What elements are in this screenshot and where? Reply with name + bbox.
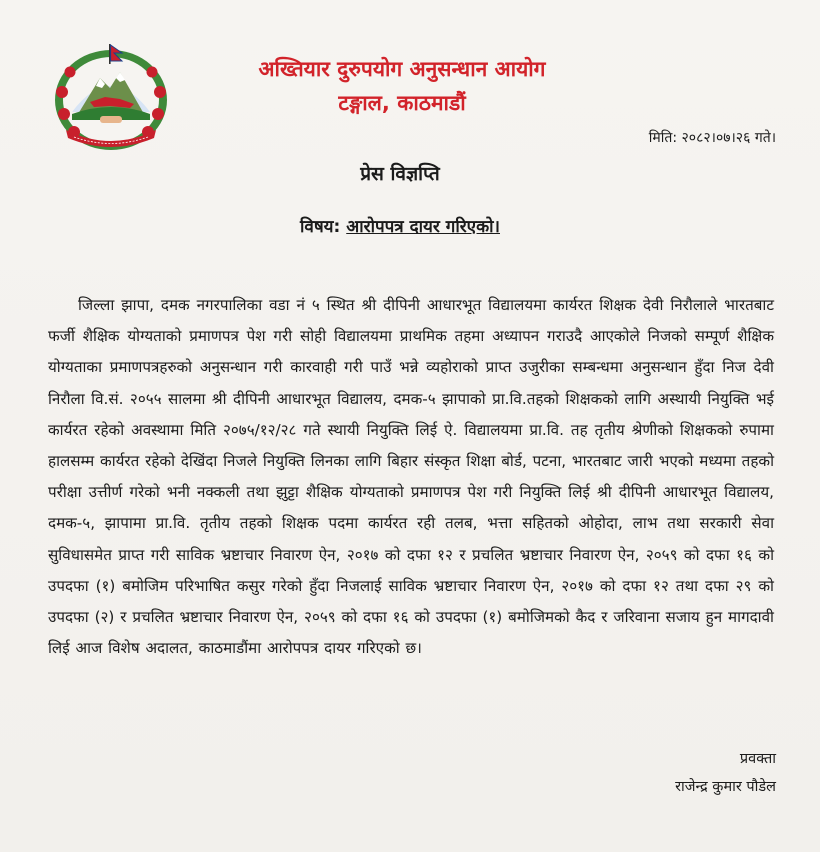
nepal-emblem-icon	[50, 42, 172, 154]
document-title: प्रेस विज्ञप्ति	[360, 163, 440, 185]
press-release-body: जिल्ला झापा, दमक नगरपालिका वडा नं ५ स्थित श्री दीपिनी आधारभूत विद्यालयमा कार्यरत शिक्षक देवी निरौलाले भारतबाट फर्जी शैक्षिक योग्यताको प्रमाणपत्र पेश गरी सोही विद्यालयमा प्राथमिक तहमा अध्यापन गराउदै आएकोले निजको सम्पूर्ण शैक्षिक योग्यताका प्रमाणपत्रहरुको अनुसन्धान गरी कारवाही गरी पाउँ भन्ने व्यहोराको प्राप्त उजुरीका सम्बन्धमा अनुसन्धान हुँदा निज देवी निरौला वि.सं. २०५५ सालमा श्री दीपिनी आधारभूत विद्यालय, दमक-५ झापाको प्रा.वि.तहको शिक्षकको लागि अस्थायी नियुक्ति भई कार्यरत रहेको अवस्थामा मिति २०७५/१२/२८ गते स्थायी नियुक्ति लिई ऐ. विद्यालयमा प्रा.वि. तह तृतीय श्रेणीको शिक्षकको रुपामा हालसम्म कार्यरत रहेको देखिंदा निजले नियुक्ति लिनका लागि बिहार संस्कृत शिक्षा बोर्ड, पटना, भारतबाट जारी भएको मध्यमा तहको परीक्षा उत्तीर्ण गरेको भनी नक्कली तथा झुट्टा शैक्षिक योग्यताको प्रमाणपत्र पेश गरी नियुक्ति लिई श्री दीपिनी आधारभूत विद्यालय, दमक-५, झापामा प्रा.वि. तृतीय तहको शिक्षक पदमा कार्यरत रही तलब, भत्ता सहितको ओहोदा, लाभ तथा सरकारी सेवा सुविधासमेत प्राप्त गरी साविक भ्रष्टाचार निवारण ऐन, २०१७ को दफा १२ र प्रचलित भ्रष्टाचार निवारण ऐन, २०५९ को दफा १६ को उपदफा (१) बमोजिम परिभाषित कसुर गरेको हुँदा निजलाई साविक भ्रष्टाचार निवारण ऐन, २०१७ को दफा १२ तथा दफा २९ को उपदफा (२) र प्रचलित भ्रष्टाचार निवारण ऐन, २०५९ को दफा १६ को उपदफा (१) बमोजिमको कैद र जरिवाना सजाय हुन मागदावी लिई आज विशेष अदालत, काठमाडौंमा आरोपपत्र दायर गरिएको छ।	[48, 296, 774, 658]
date-label: मिति:	[648, 130, 678, 146]
subject-value: आरोपपत्र दायर गरिएको।	[346, 217, 500, 237]
organization-name: अख्तियार दुरुपयोग अनुसन्धान आयोग	[258, 57, 546, 81]
date-value: २०८२।०७।२६	[681, 130, 751, 146]
subject-label: विषय:	[299, 217, 341, 237]
organization-address: टङ्गाल, काठमाडौं	[338, 91, 466, 115]
spokesperson-role: प्रवक्ता	[739, 751, 776, 767]
subject-line	[0, 214, 800, 237]
release-date	[649, 128, 776, 147]
date-suffix: गते।	[754, 130, 776, 146]
spokesperson-name: राजेन्द्र कुमार पौडेल	[675, 779, 776, 795]
